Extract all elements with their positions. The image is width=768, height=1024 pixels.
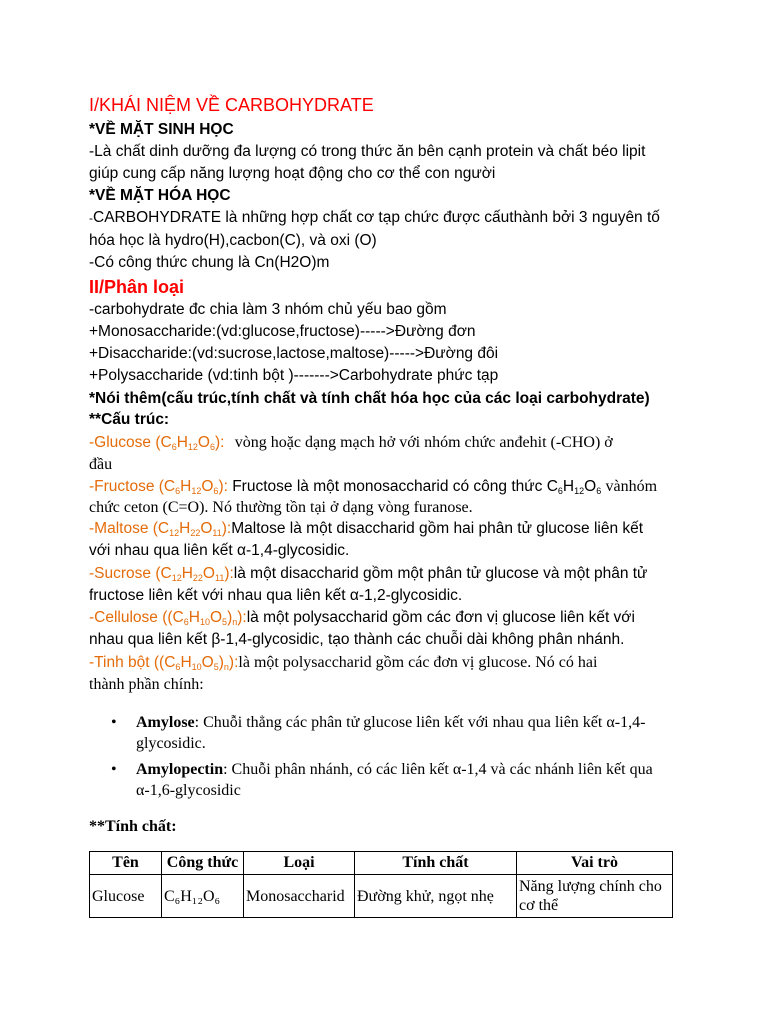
maltose-line-1 [89, 519, 643, 543]
chem-heading: *VỀ MẶT HÓA HỌC [89, 187, 231, 204]
header-property: Tính chất [355, 852, 517, 875]
fructose-line-1: -Fructose $(C_6H_{12}O_6)$: Fructose là một monosaccharid có công thức $C_6H_{12}O_6$ vànhóm [89, 478, 658, 496]
bullet-icon: • [111, 761, 117, 778]
glucose-desc-2: đầu [89, 456, 113, 473]
section1-heading: I/KHÁI NIỆM VỀ CARBOHYDRATE [89, 95, 374, 115]
bullet-term: Amylose [136, 714, 195, 731]
table-header-row [90, 852, 673, 875]
cellulose-label: -Cellulose $((C_6H_{10}O_5)_n)$: [89, 609, 247, 627]
sucrose-label: -Sucrose $(C_{12}H_{22}O_{11})$: [89, 565, 234, 583]
maltose-label: -Maltose $(C_{12}H_{22}O_{11})$: [89, 520, 232, 538]
more-heading: *Nói thêm(cấu trúc,tính chất và tính chất hóa học của các loại carbohydrate) [89, 390, 650, 407]
class-line-4: +Polysaccharide (vd:tinh bột )------->Carbohydrate phức tạp [89, 367, 499, 384]
fructose-desc-2: chức ceton (C=O). Nó thường tồn tại ở dạng vòng furanose. [89, 499, 473, 516]
header-name: Tên [90, 852, 162, 875]
cellulose-line-1 [89, 608, 635, 632]
cellulose-desc-1: là một polysaccharid gồm các đơn vị glucose liên kết với [246, 609, 635, 626]
properties-heading: **Tính chất: [89, 818, 177, 835]
bio-line-1: -Là chất dinh dưỡng đa lượng có trong thức ăn bên cạnh protein và chất béo lipit [89, 143, 646, 160]
structure-heading: **Cấu trúc: [89, 411, 170, 428]
bullet-text: : Chuỗi phân nhánh, có các liên kết α-1,4 và các nhánh liên kết qua α-1,6-glycosidic [136, 761, 653, 799]
chem-line-3: -Có công thức chung là Cn(H2O)m [89, 254, 330, 271]
bio-heading: *VỀ MẶT SINH HỌC [89, 121, 234, 138]
glucose-label: -Glucose $(C_6H_{12}O_6)$: [89, 434, 225, 452]
bullet-icon: • [111, 714, 117, 731]
starch-desc-1: là một polysaccharid gồm các đơn vị glucose. Nó có hai [238, 654, 598, 671]
chem-line-1-text: CARBOHYDRATE là những hợp chất cơ tạp chức được cấuthành bởi 3 nguyên tố [93, 209, 660, 226]
cell-name: Glucose [90, 875, 162, 918]
table-row [90, 875, 673, 918]
cell-property: Đường khử, ngọt nhẹ [355, 875, 517, 918]
starch-label: -Tinh bột $((C_6H_{10}O_5)_n)$: [89, 654, 239, 672]
sucrose-desc-2: fructose liên kết với nhau qua liên kết α-1,2-glycosidic. [89, 587, 463, 604]
chem-line-1: -CARBOHYDRATE là những hợp chất cơ tạp chức được cấuthành bởi 3 nguyên tố [89, 209, 660, 226]
starch-line-1 [89, 653, 597, 677]
starch-components-list [89, 712, 689, 806]
class-line-2: +Monosaccharide:(vd:glucose,fructose)----->Đường đơn [89, 323, 476, 340]
list-item [89, 712, 689, 754]
bullet-text: : Chuỗi thẳng các phân tử glucose liên kết với nhau qua liên kết α-1,4-glycosidic. [136, 714, 646, 752]
maltose-desc-1: Maltose là một disaccharid gồm hai phân tử glucose liên kết [231, 520, 644, 537]
cell-role: Năng lượng chính cho cơ thể [517, 875, 673, 918]
sucrose-line-1 [89, 564, 647, 588]
glucose-line-1 [89, 433, 613, 457]
maltose-desc-2: với nhau qua liên kết α-1,4-glycosidic. [89, 542, 350, 559]
header-formula: Công thức [162, 852, 244, 875]
section2-heading: II/Phân loại [89, 277, 185, 297]
cell-formula: C₆H₁₂O₆ [162, 875, 244, 918]
fructose-desc-1a: Fructose là một monosaccharid có công thức C [232, 478, 558, 495]
class-line-1: -carbohydrate đc chia làm 3 nhóm chủ yếu bao gồm [89, 301, 447, 318]
class-line-3: +Disaccharide:(vd:sucrose,lactose,maltose)----->Đường đôi [89, 345, 499, 362]
header-type: Loại [244, 852, 355, 875]
starch-desc-2: thành phần chính: [89, 676, 204, 693]
header-role: Vai trò [517, 852, 673, 875]
fructose-label: -Fructose $(C_6H_{12}O_6)$: [89, 478, 228, 496]
glucose-desc-1: vòng hoặc dạng mạch hở với nhóm chức anđehit (-CHO) ở [234, 434, 613, 451]
chem-line-2: hóa học là hydro(H),cacbon(C), và oxi (O) [89, 232, 377, 249]
bullet-term: Amylopectin [136, 761, 224, 778]
properties-table [89, 851, 673, 918]
list-item [89, 759, 689, 801]
cell-type: Monosaccharid [244, 875, 355, 918]
sucrose-desc-1: là một disaccharid gồm một phân tử glucose và một phân tử [233, 565, 648, 582]
bio-line-2: giúp cung cấp năng lượng hoạt động cho cơ thể con người [89, 165, 496, 182]
cellulose-desc-2: nhau qua liên kết β-1,4-glycosidic, tạo thành các chuỗi dài không phân nhánh. [89, 631, 625, 648]
fructose-desc-1b: vànhóm [605, 478, 658, 495]
